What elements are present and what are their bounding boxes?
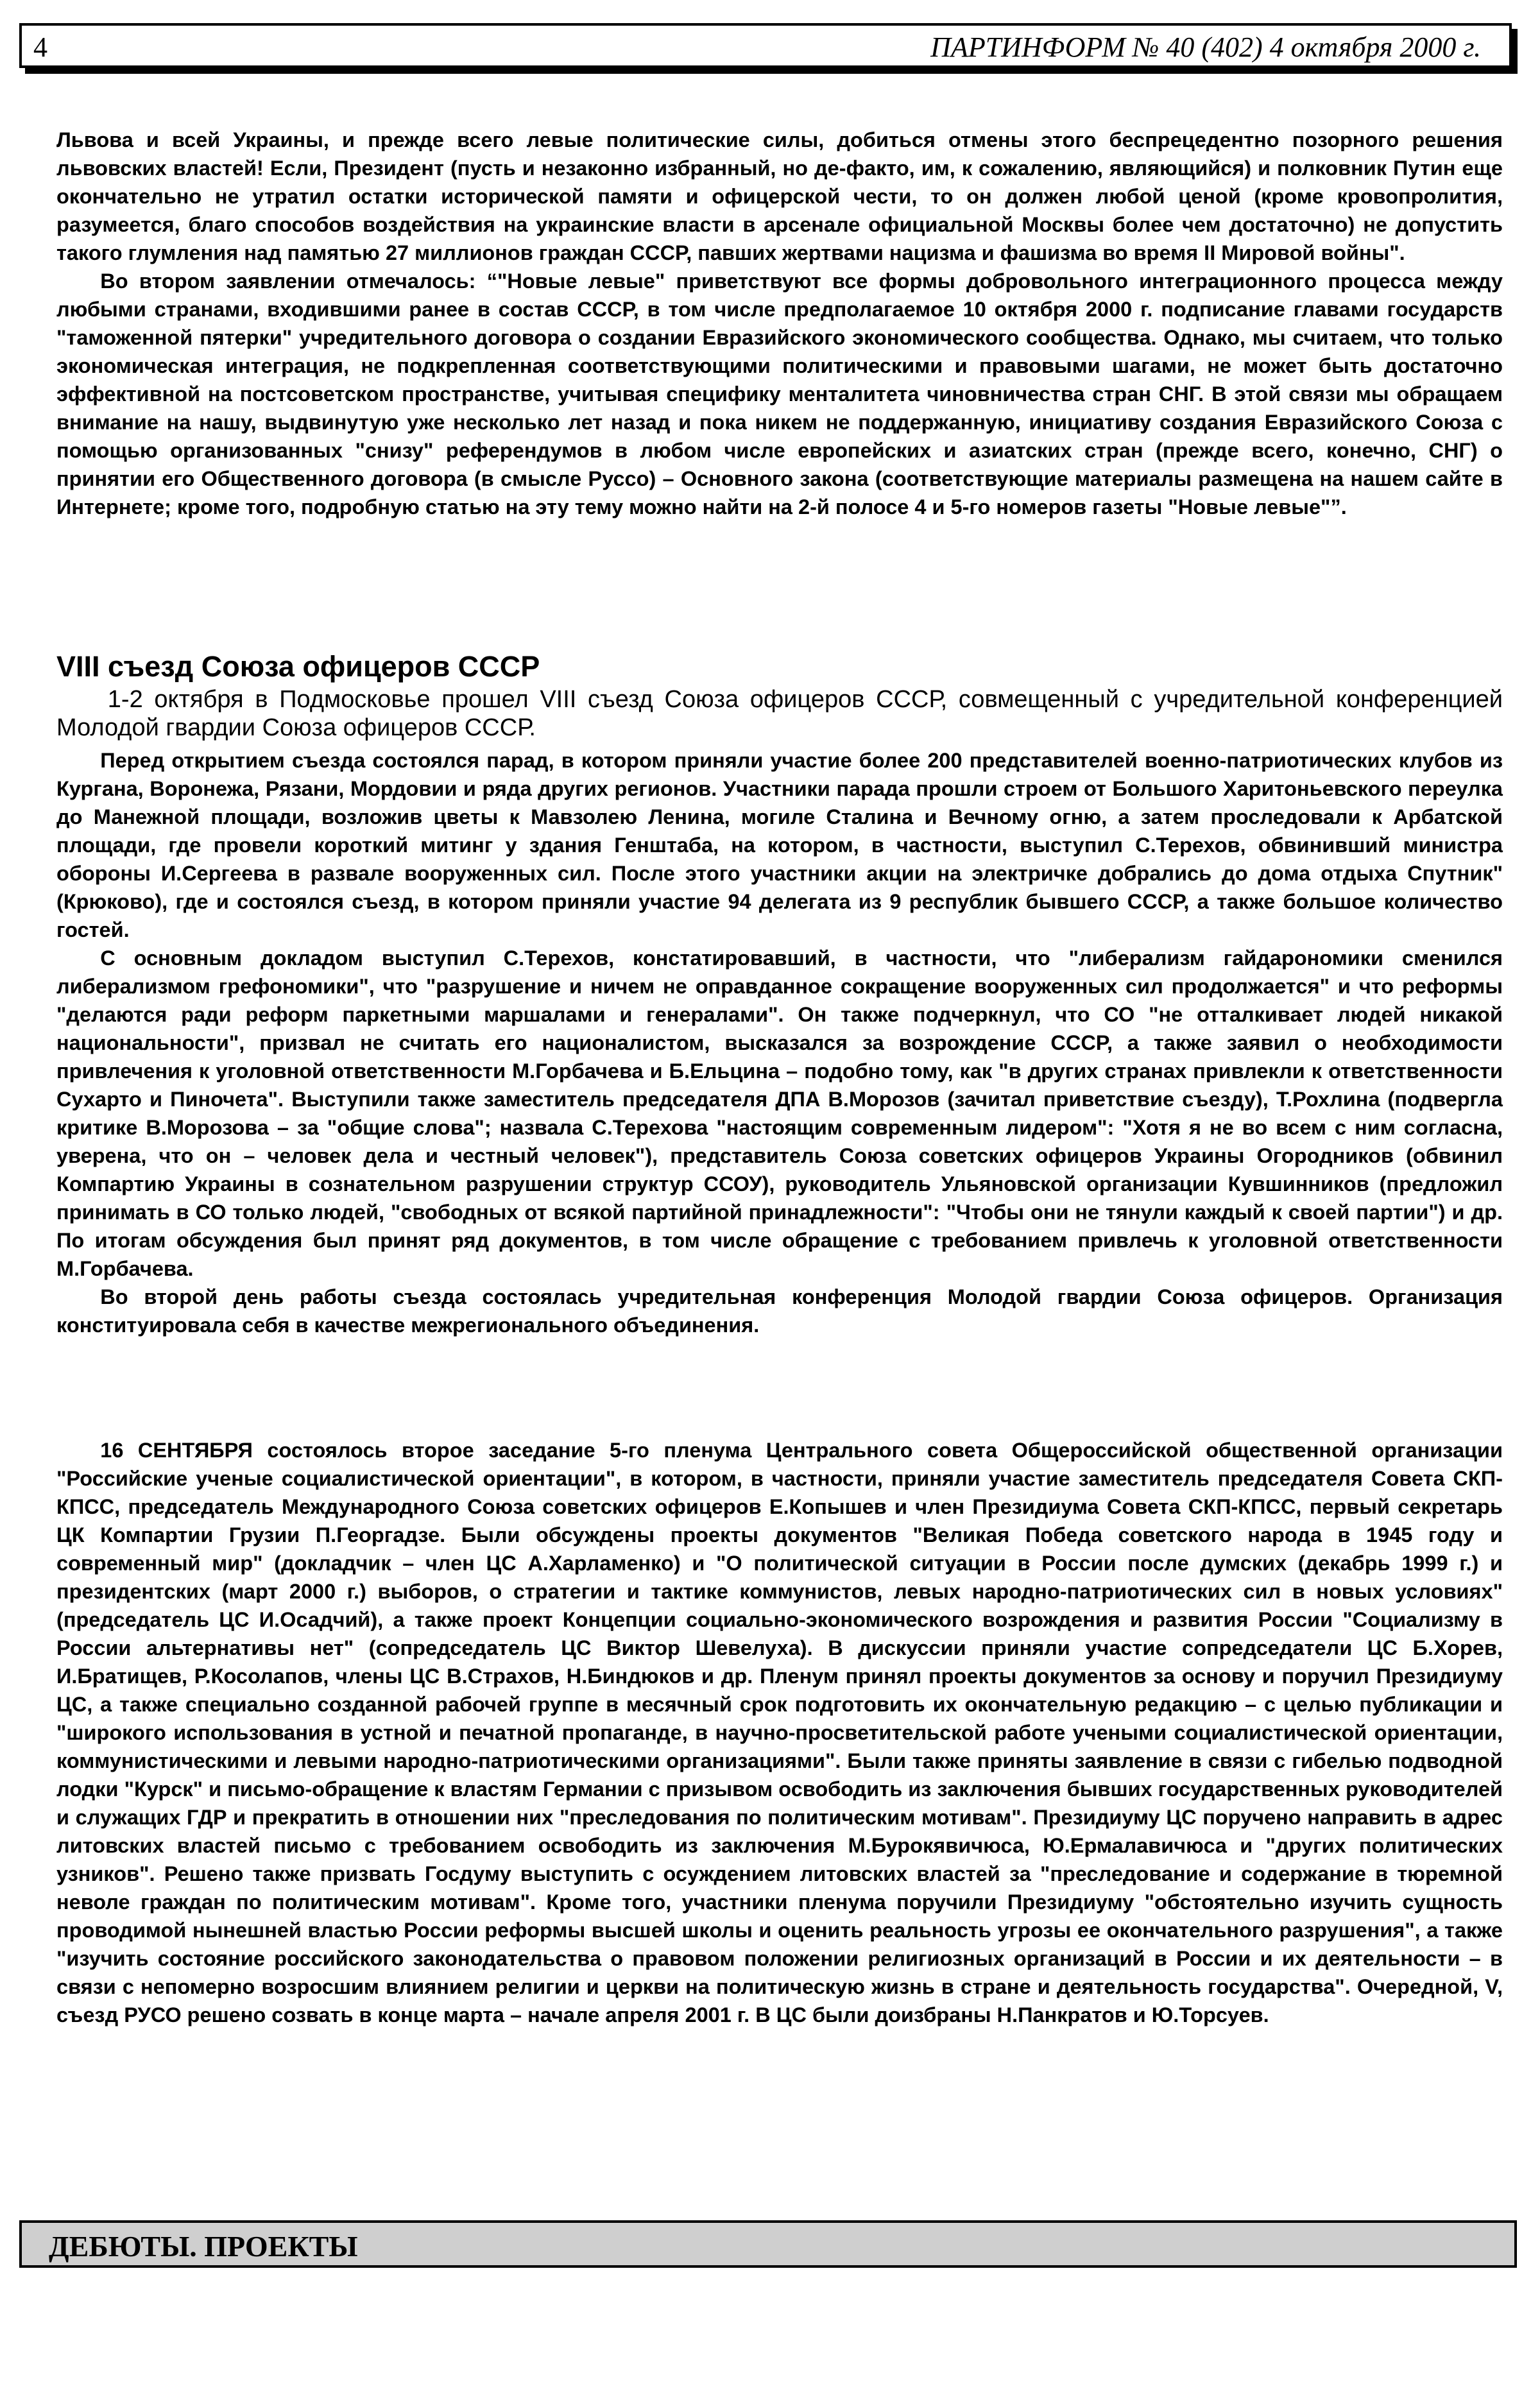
issue-title: ПАРТИНФОРМ № 40 (402) 4 октября 2000 г. bbox=[930, 31, 1481, 63]
news-item bbox=[56, 1436, 1503, 2029]
page-number: 4 bbox=[33, 31, 47, 63]
news-date: 16 СЕНТЯБРЯ bbox=[100, 1439, 253, 1462]
section-paragraph-2: С основным докладом выступил С.Терехов, констатировавший, в частности, что "либерализм гайдарономики сменился либерализмом грефономики", что "разрушение и ничем не оправданное сокращение вооруженных сил продолжается" и что реформы "делаются ради реформ паркетными маршалами и генералами". Он также подчеркнул, что СО "не отталкивает людей никакой национальности", призвал не считать его националистом, высказался за возрождение СССР, а также заявил о необходимости привлечения к уголовной ответственности М.Горбачева и Б.Ельцина – подобно тому, как "в других странах привлекли к ответственности Сухарто и Пиночета". Выступили также заместитель председателя ДПА В.Морозов (зачитал приветствие съезду), Т.Рохлина (подвергла критике В.Морозова – за "общие слова"; назвала С.Терехова "настоящим современным лидером": "Хотя я не во всем с ним согласна, уверена, что он – человек дела и честный человек"), представитель Союза советских офицеров Украины Огородников (обвинил Компартию Украины в сознательном разрушении структур ССОУ), руководитель Ульяновской организации Кувшинников (предложил принимать в СО только людей, "свободных от всякой партийной принадлежности": "Чтобы они не тянули каждый к своей партии") и др. По итогам обсуждения был принят ряд документов, в том числе обращение с требованием привлечь к уголовной ответственности М.Горбачева. bbox=[56, 947, 1503, 1280]
intro-paragraph-1: Львова и всей Украины, и прежде всего левые политические силы, добиться отмены этого беспрецедентно позорного решения львовских властей! Если, Президент (пусть и незаконно избранный, но де-факто, им, к сожалению, являющийся) и полковник Путин еще окончательно не утратил остатки исторической памяти и офицерской чести, то он должен любой ценой (кроме кровопролития, разумеется, благо способов воздействия на украинские власти в арсенале официальной Москвы более чем достаточно) не допустить такого глумления над памятью 27 миллионов граждан СССР, павших жертвами нацизма и фашизма во время II Мировой войны". bbox=[56, 128, 1503, 264]
section-paragraph-1: Перед открытием съезда состоялся парад, в котором приняли участие более 200 представителей военно-патриотических клубов из Кургана, Воронежа, Рязани, Мордовии и ряда других регионов. Участники парада прошли строем от Большого Харитоньевского переулка до Манежной площади, возложив цветы к Мавзолею Ленина, могиле Сталина и Вечному огню, а затем проследовали к Арбатской площади, где провели короткий митинг у здания Генштаба, на котором, в частности, выступил С.Терехов, обвинивший министра обороны И.Сергеева в развале вооруженных сил. После этого участники акции на электричке добрались до дома отдыха Спутник" (Крюково), где и состоялся съезд, в котором приняли участие 94 делегата из 9 республик бывшего СССР, а также большое количество гостей. bbox=[56, 749, 1503, 941]
section-paragraph-3: Во второй день работы съезда состоялась учредительная конференция Молодой гвардии Союза офицеров. Организация конституировала себя в качестве межрегионального объединения. bbox=[56, 1285, 1503, 1337]
section-heading: VIII съезд Союза офицеров СССР bbox=[56, 650, 540, 683]
section-article bbox=[56, 746, 1503, 1339]
news-text: состоялось второе заседание 5-го пленума Центрального совета Общероссийской общественной организации "Российские ученые социалистической ориентации", в котором, в частности, приняли участие заместитель председателя Совета СКП-КПСС, председатель Международного Союза советских офицеров Е.Копышев и член Президиума Совета СКП-КПСС, первый секретарь ЦК Компартии Грузии П.Георгадзе. Были обсуждены проекты документов "Великая Победа советского народа в 1945 году и современный мир" (докладчик – член ЦС А.Харламенко) и "О политической ситуации в России после думских (декабрь 1999 г.) и президентских (март 2000 г.) выборов, о стратегии и тактике коммунистов, левых народно-патриотических сил в новых условиях" (председатель ЦС И.Осадчий), а также проект Концепции социально-экономического возрождения и развития России "Социализму в России альтернативы нет" (сопредседатель ЦС Виктор Шевелуха). В дискуссии приняли участие сопредседатели ЦС Б.Хорев, И.Братищев, Р.Косолапов, члены ЦС В.Страхов, Н.Биндюков и др. Пленум принял проекты документов за основу и поручил Президиуму ЦС, а также специально созданной рабочей группе в месячный срок подготовить их окончательную редакцию – с целью публикации и "широкого использования в устной и печатной пропаганде, в научно-просветительской работе учеными социалистической ориентации, коммунистическими и левыми народно-патриотическими организациями". Были также приняты заявление в связи с гибелью подводной лодки "Курск" и письмо-обращение к властям Германии с призывом освободить из заключения бывших государственных руководителей и служащих ГДР и прекратить в отношении них "преследования по политическим мотивам". Президиуму ЦС поручено направить в адрес литовских властей письмо с требованием освободить из заключения М.Бурокявичюса, Ю.Ермалавичюса и "других политических узников". Решено также призвать Госдуму выступить с осуждением литовских властей за "преследование и содержание в тюремной неволе граждан по политическим мотивам". Кроме того, участники пленума поручили Президиуму "обстоятельно изучить сущность проводимой нынешней властью России реформы высшей школы и оценить реальность угрозы ее окончательного разрушения", а также "изучить состояние российского законодательства о правовом положении религиозных организаций в России и их деятельности – в связи с непомерно возросшим влиянием религии и церкви на политическую жизнь в стране и деятельность государства". Очередной, V, съезд РУСО решено созвать в конце марта – начале апреля 2001 г. В ЦС были доизбраны Н.Панкратов и Ю.Торсуев. bbox=[56, 1439, 1503, 2026]
intro-paragraph-2: Во втором заявлении отмечалось: “"Новые левые" приветствуют все формы добровольного интеграционного процесса между любыми странами, входившими ранее в состав СССР, в том числе предполагаемое 10 октября 2000 г. подписание главами государств "таможенной пятерки" учредительного договора о создании Евразийского экономического сообщества. Однако, мы считаем, что только экономическая интеграция, не подкрепленная соответствующими политическими и правовыми шагами, не может быть достаточно эффективной на постсоветском пространстве, учитывая специфику менталитета чиновничества стран СНГ. В этой связи мы обращаем внимание на нашу, выдвинутую уже несколько лет назад и пока никем не поддержанную, инициативу создания Евразийского Союза с помощью организованных "снизу" референдумов в любом числе европейских и азиатских стран (прежде всего, конечно, СНГ) о принятии его Общественного договора (в смысле Руссо) – Основного закона (соответствующие материалы размещена на нашем сайте в Интернете; кроме того, подробную статью на эту тему можно найти на 2-й полосе 4 и 5-го номеров газеты "Новые левые"”. bbox=[56, 270, 1503, 518]
section-lead: 1-2 октября в Подмосковье прошел VIII съезд Союза офицеров СССР, совмещенный с учредительной конференцией Молодой гвардии Союза офицеров СССР. bbox=[56, 686, 1503, 741]
news-paragraph bbox=[56, 1436, 1503, 2029]
section-banner bbox=[19, 2220, 1517, 2268]
section-banner-title: ДЕБЮТЫ. ПРОЕКТЫ bbox=[49, 2230, 358, 2263]
intro-article bbox=[56, 126, 1503, 521]
page-header bbox=[19, 23, 1512, 68]
